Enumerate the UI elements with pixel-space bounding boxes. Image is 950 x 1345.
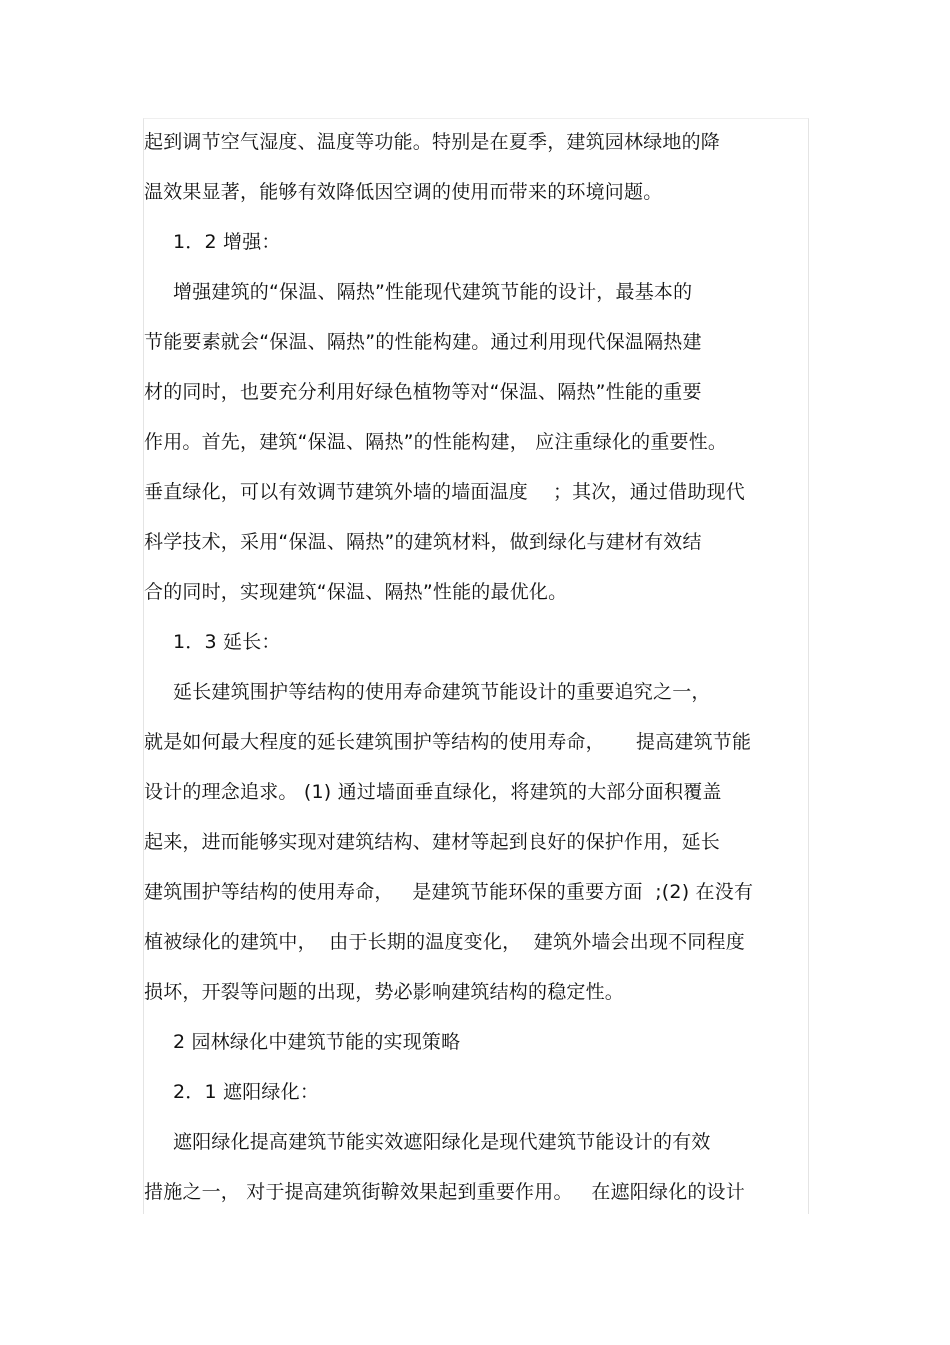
text-line: 植被绿化的建筑中， 由于长期的温度变化， 建筑外墙会出现不同程度 [144, 931, 745, 953]
text-line: 科学技术，采用“保温、隔热”的建筑材料，做到绿化与建材有效结 [144, 531, 702, 553]
text-line: 就是如何最大程度的延长建筑围护等结构的使用寿命， 提高建筑节能 [144, 731, 752, 753]
paragraph-start: 增强建筑的“保温、隔热”性能现代建筑节能的设计，最基本的 [173, 281, 693, 303]
section-heading: 1．2 增强： [173, 231, 281, 253]
text-line: 建筑围护等结构的使用寿命， 是建筑节能环保的重要方面 ;(2) 在没有 [144, 881, 754, 903]
chapter-heading: 2 园林绿化中建筑节能的实现策略 [173, 1031, 461, 1053]
text-line: 节能要素就会“保温、隔热”的性能构建。通过利用现代保温隔热建 [144, 331, 702, 353]
section-heading: 1．3 延长： [173, 631, 281, 653]
text-line: 作用。首先，建筑“保温、隔热”的性能构建， 应注重绿化的重要性。 [144, 431, 728, 453]
document-body [144, 117, 814, 1217]
text-line: 设计的理念追求。 (1) 通过墙面垂直绿化，将建筑的大部分面积覆盖 [144, 781, 722, 803]
section-heading: 2．1 遮阳绿化： [173, 1081, 320, 1103]
paragraph-start: 遮阳绿化提高建筑节能实效遮阳绿化是现代建筑节能设计的有效 [173, 1131, 711, 1153]
text-line: 损坏，开裂等问题的出现，势必影响建筑结构的稳定性。 [144, 981, 625, 1003]
paragraph-start: 延长建筑围护等结构的使用寿命建筑节能设计的重要追究之一， [173, 681, 711, 703]
text-line: 材的同时，也要充分利用好绿色植物等对“保温、隔热”性能的重要 [144, 381, 702, 403]
text-line: 温效果显著，能够有效降低因空调的使用而带来的环境问题。 [144, 181, 663, 203]
text-line: 起来，进而能够实现对建筑结构、建材等起到良好的保护作用，延长 [144, 831, 721, 853]
text-line: 起到调节空气湿度、温度等功能。特别是在夏季，建筑园林绿地的降 [144, 131, 721, 153]
text-line: 合的同时，实现建筑“保温、隔热”性能的最优化。 [144, 581, 568, 603]
text-line: 措施之一， 对于提高建筑街鞥效果起到重要作用。 在遮阳绿化的设计 [144, 1181, 745, 1203]
text-line: 垂直绿化，可以有效调节建筑外墙的墙面温度 ；其次，通过借助现代 [144, 481, 745, 503]
